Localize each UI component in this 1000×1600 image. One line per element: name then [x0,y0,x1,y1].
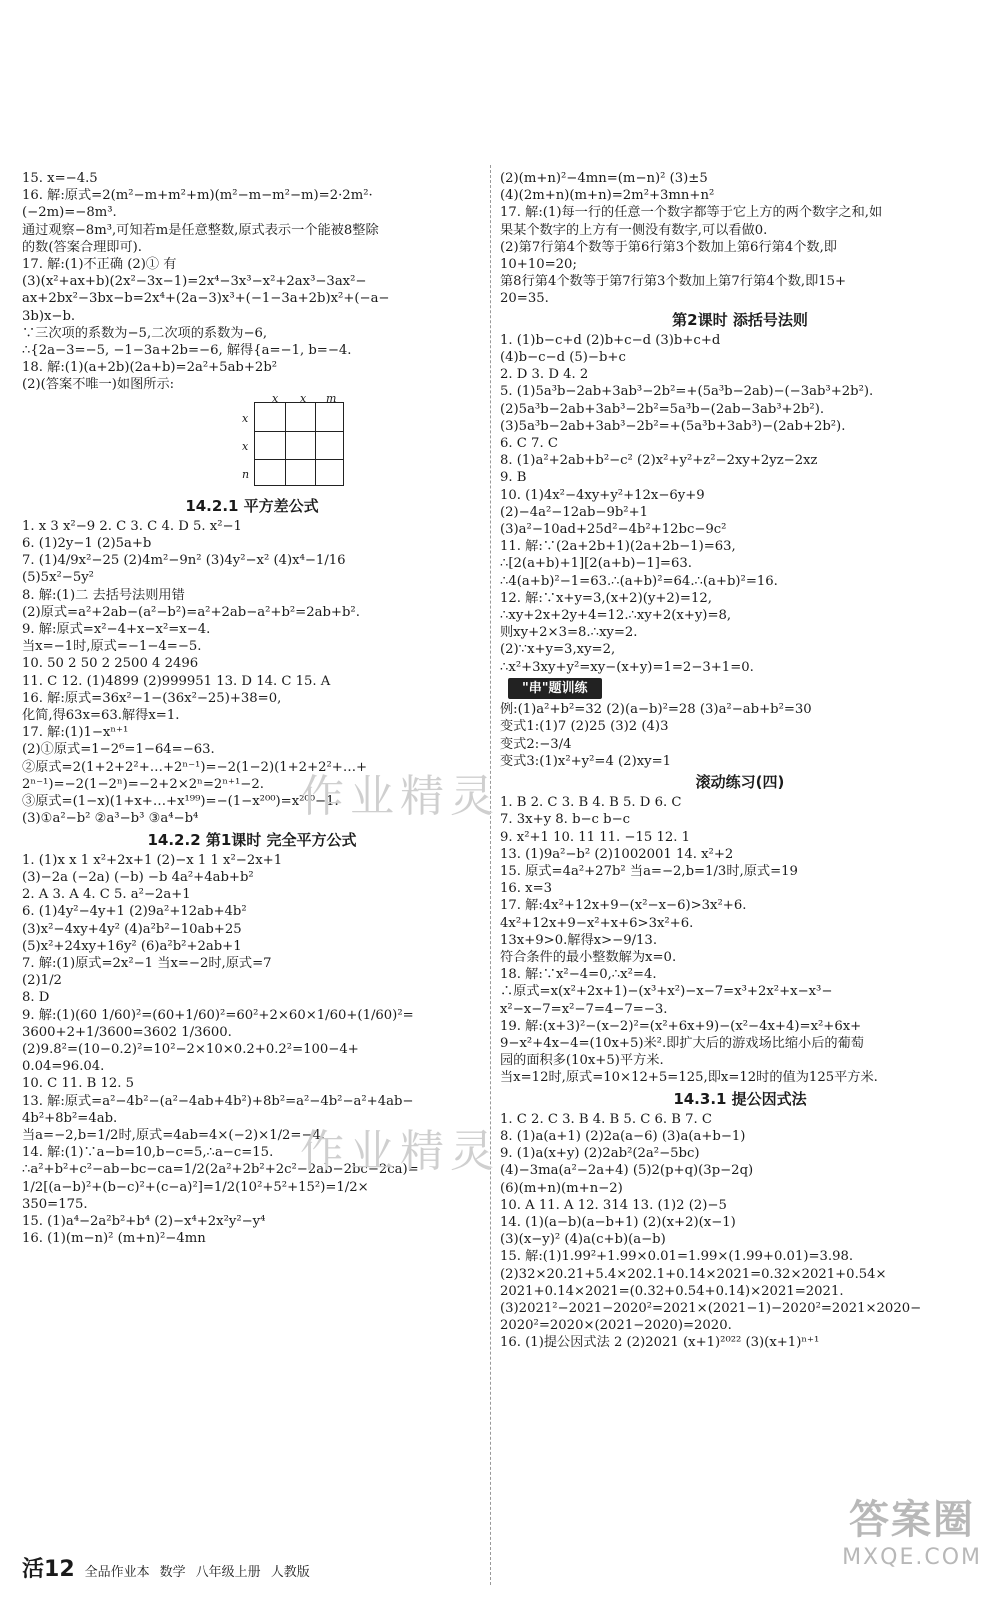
answer-line: (3)2021²−2021−2020²=2021×(2021−1)−2020²=2021×2020− [500,1301,922,1316]
answer-line: 15. x=−4.5 [22,171,98,186]
answer-line: (2)9.8²=(10−0.2)²=10²−2×10×0.2+0.2²=100−4+ [22,1041,359,1057]
section-heading: 第2课时 添括号法则 [672,310,808,329]
answer-line: 当a=−2,b=1/2时,原式=4ab=4×(−2)×1/2=−4. [22,1127,326,1143]
answer-line: (4)−3ma(a²−2a+4) (5)2(p+q)(3p−2q) [500,1163,754,1179]
answer-line: 9. (1)a(x+y) (2)2ab²(2a²−5bc) [500,1146,700,1162]
answer-line: ∴xy+2x+2y+4=12.∴xy+2(x+y)=8, [500,608,732,624]
answer-line: 当x=−1时,原式=−1−4=−5. [22,639,202,655]
answer-line: 15. 解:(1)1.99²+1.99×0.01=1.99×(1.99+0.01)=3.98. [500,1249,854,1265]
answer-line: 第8行第4个数等于第7行第3个数加上第7行第4个数,即15+ [500,274,847,290]
answer-line: 20=35. [500,291,549,307]
answer-line: 19. 解:(x+3)²−(x−2)²=(x²+6x+9)−(x²−4x+4)=x²+6x+ [500,1018,862,1034]
grid-label: m [326,391,337,405]
edition: 人教版 [270,1565,310,1580]
answer-line: 1. (1)b−c+d (2)b+c−d (3)b+c+d [500,332,721,348]
answer-line: 7. (1)4/9x²−25 (2)4m²−9n² (3)4y²−x² (4)x⁴−1/16 [22,553,346,569]
answer-line: 3b)x−b. [22,308,76,324]
answer-line: 2. D 3. D 4. 2 [500,367,589,383]
answer-line: (3)x²−4xy+4y² (4)a²b²−10ab+25 [22,921,242,937]
answer-line: 8. (1)a(a+1) (2)2a(a−6) (3)a(a+b−1) [500,1128,746,1144]
answer-line: (2)(答案不唯一)如图所示: [22,377,175,393]
section-heading: 14.2.2 第1课时 完全平方公式 [147,830,357,849]
answer-line: ∴4(a+b)²−1=63.∴(a+b)²=64.∴(a+b)²=16. [500,573,778,589]
answer-line: (4)b−c−d (5)−b+c [500,350,626,366]
answer-line: 9. x²+1 10. 11 11. −15 12. 1 [500,829,691,845]
answer-line: 9. 解:(1)(60 1/60)²=(60+1/60)²=60²+2×60×1/60+(1/60)²= [22,1007,414,1023]
answer-line: ∴原式=x(x²+2x+1)−(x³+x²)−x−7=x³+2x²+x−x³− [500,984,833,1000]
answer-line: 园的面积多(10x+5)平方米. [500,1053,664,1069]
answer-line: (3)①a²−b² ②a³−b³ ③a⁴−b⁴ [22,811,199,827]
section-heading: 14.2.1 平方差公式 [185,496,319,515]
answer-line: 例:(1)a²+b²=32 (2)(a−b)²=28 (3)a²−ab+b²=30 [500,702,812,718]
answer-line: 9. 解:原式=x²−4+x−x²=x−4. [22,622,211,638]
answer-line: 2. A 3. A 4. C 5. a²−2a+1 [22,887,191,903]
answer-line: 化简,得63x=63.解得x=1. [22,708,180,724]
answer-line: 17. 解:(1)不正确 (2)① 有 [22,257,177,273]
answer-line: (2)∵x+y=3,xy=2, [500,642,616,658]
answer-line: 变式3:(1)x²+y²=4 (2)xy=1 [500,753,672,769]
answer-line: ∴{2a−3=−5, −1−3a+2b=−6, 解得{a=−1, b=−4. [22,343,352,359]
answer-line: 则xy+2×3=8.∴xy=2. [500,625,638,641]
answer-line: (2)(m+n)²−4mn=(m−n)² (3)±5 [500,171,708,186]
page-number: 活12 [22,1557,75,1582]
answer-line: (2)−4a²−12ab−9b²+1 [500,504,649,520]
answer-line: 16. x=3 [500,881,553,897]
answer-line: (2)5a³b−2ab+3ab³−2b²=5a³b−(2ab−3ab³+2b²). [500,401,825,417]
answer-line: 1. C 2. C 3. B 4. B 5. C 6. B 7. C [500,1111,713,1127]
answer-line: 10. C 11. B 12. 5 [22,1076,135,1092]
answer-line: 16. 解:原式=2(m²−m+m²+m)(m²−m−m²−m)=2·2m²· [22,188,373,204]
answer-line: 17. 解:4x²+12x+9−(x²−x−6)>3x²+6. [500,898,747,914]
watermark: 作业精灵 [300,771,500,822]
answer-line: 16. 解:原式=36x²−1−(36x²−25)+38=0, [22,690,282,706]
answer-line: 1. B 2. C 3. B 4. B 5. D 6. C [500,795,682,811]
answer-line: ∴a²+b²+c²−ab−bc−ca=1/2(2a²+2b²+2c²−2ab−2bc−2ca)= [22,1162,419,1178]
answer-line: 11. C 12. (1)4899 (2)999951 13. D 14. C 15. A [22,673,331,689]
answer-line: ②原式=2(1+2+2²+…+2ⁿ⁻¹)=−2(1−2)(1+2+2²+…+ [22,759,368,775]
answer-line: 14. 解:(1)∵a−b=10,b−c=5,∴a−c=15. [22,1145,274,1161]
answer-line: 13. 解:原式=a²−4b²−(a²−4ab+4b²)+8b²=a²−4b²−a²+4ab− [22,1093,414,1109]
answer-line: (3)(x−y)² (4)a(c+b)(a−b) [500,1232,666,1248]
answer-line: 变式1:(1)7 (2)25 (3)2 (4)3 [500,719,669,735]
answer-line: (2)1/2 [22,973,62,989]
answer-line: 9−x²+4x−4=(10x+5)米².即扩大后的游戏场比缩小后的葡萄 [500,1035,864,1051]
answer-line: ③原式=(1−x)(1+x+…+x¹⁹⁹)=−(1−x²⁰⁰)=x²⁰⁰−1. [22,794,339,810]
answer-line: 10+10=20; [500,257,577,273]
column-divider [490,165,491,1585]
subject: 数学 [159,1565,186,1580]
answer-line: (5)x²+24xy+16y² (6)a²b²+2ab+1 [22,938,242,954]
answer-line: (−2m)=−8m³. [22,205,117,221]
right-column [500,170,980,1352]
answer-line: 6. (1)4y²−4y+1 (2)9a²+12ab+4b² [22,904,247,920]
answer-line: 0.04=96.04. [22,1059,105,1075]
answer-line: 1. x 3 x²−9 2. C 3. C 4. D 5. x²−1 [22,518,242,534]
grid-label: n [242,467,250,481]
logo-text: 答案圈 [849,1497,976,1543]
grade: 八年级上册 [195,1565,261,1580]
grid-label: x [272,391,279,405]
answer-line: 1/2[(a−b)²+(b−c)²+(c−a)²]=1/2(10²+5²+15²)=1/2× [22,1179,369,1195]
answer-line: 17. 解:(1)每一行的任意一个数字都等于它上方的两个数字之和,如 [500,205,883,221]
answer-line: 7. 3x+y 8. b−c b−c [500,812,631,828]
watermark: 作业精灵 [300,1126,500,1177]
answer-line: 16. (1)(m−n)² (m+n)²−4mn [22,1231,206,1247]
answer-line: 15. 原式=4a²+27b² 当a=−2,b=1/3时,原式=19 [500,863,798,879]
answer-line: 的数(答案合理即可). [22,239,142,255]
section-heading: 14.3.1 提公因式法 [673,1089,807,1108]
left-column [22,170,482,1247]
answer-line: (3)−2a (−2a) (−b) −b 4a²+4ab+b² [22,869,254,885]
answer-line: 4b²+8b²=4ab. [22,1110,118,1126]
answer-line: (4)(2m+n)(m+n)=2m²+3mn+n² [500,188,715,204]
practice-banner: "串"题训练 [508,678,602,699]
answer-line: 变式2:−3/4 [500,736,572,752]
answer-line: x²−x−7=x²−7=4−7=−3. [500,1001,668,1017]
answer-line: 17. 解:(1)1−xⁿ⁺¹ [22,725,129,741]
answer-line: 16. (1)提公因式法 2 (2)2021 (x+1)²⁰²² (3)(x+1)ⁿ⁺¹ [500,1335,820,1351]
answer-line: 8. 解:(1)二 去括号法则用错 [22,587,185,603]
answer-line: 6. C 7. C [500,436,558,452]
grid-box [254,402,344,486]
answer-line: 通过观察−8m³,可知若m是任意整数,原式表示一个能被8整除 [22,222,379,238]
figure-grid [22,391,482,494]
answer-line: 7. 解:(1)原式=2x²−1 当x=−2时,原式=7 [22,955,272,971]
grid-label: x [242,439,249,453]
answer-line: 3600+2+1/3600=3602 1/3600. [22,1024,232,1040]
answer-line: ∴[2(a+b)+1][2(a+b)−1]=63. [500,556,692,572]
answer-line: (6)(m+n)(m+n−2) [500,1180,623,1196]
corner-logo [842,1488,982,1570]
answer-line: 8. D [22,990,50,1006]
logo-url: MXQE.COM [842,1545,982,1570]
grid-label: x [300,391,307,405]
answer-line: 8. (1)a²+2ab+b²−c² (2)x²+y²+z²−2xy+2yz−2xz [500,453,818,469]
book-title: 全品作业本 [84,1565,150,1580]
answer-line: 5. (1)5a³b−2ab+3ab³−2b²=+(5a³b−2ab)−(−3ab³+2b²). [500,384,874,400]
answer-line: (5)5x²−5y² [22,570,94,586]
answer-line: 4x²+12x+9−x²+x+6>3x²+6. [500,915,694,931]
answer-line: 15. (1)a⁴−2a²b²+b⁴ (2)−x⁴+2x²y²−y⁴ [22,1213,266,1229]
answer-line: (3)(x²+ax+b)(2x²−3x−1)=2x⁴−3x³−x²+2ax³−3ax²− [22,274,367,290]
answer-line: 2021+0.14×2021=(0.32+0.54+0.14)×2021=2021. [500,1283,844,1299]
section-heading: 滚动练习(四) [695,772,785,791]
answer-line: 10. (1)4x²−4xy+y²+12x−6y+9 [500,487,705,503]
answer-line: 18. 解:∵x²−4=0,∴x²=4. [500,967,657,983]
answer-line: 10. A 11. A 12. 314 13. (1)2 (2)−5 [500,1197,727,1213]
answer-line: 果某个数字的上方有一侧没有数字,可以看做0. [500,222,768,238]
answer-line: 2ⁿ⁻¹)=−2(1−2ⁿ)=−2+2×2ⁿ=2ⁿ⁺¹−2. [22,776,264,792]
answer-line: 2020²=2020×(2021−2020)=2020. [500,1318,732,1334]
answer-line: 14. (1)(a−b)(a−b+1) (2)(x+2)(x−1) [500,1214,736,1230]
answer-line: (3)a²−10ad+25d²−4b²+12bc−9c² [500,522,727,538]
answer-line: 10. 50 2 50 2 2500 4 2496 [22,656,199,672]
answer-line: 350=175. [22,1196,88,1212]
answer-line: (2)①原式=1−2⁶=1−64=−63. [22,742,215,758]
answer-line: 18. 解:(1)(a+2b)(2a+b)=2a²+5ab+2b² [22,360,278,376]
answer-line: 13. (1)9a²−b² (2)1002001 14. x²+2 [500,846,734,862]
answer-line: (2)原式=a²+2ab−(a²−b²)=a²+2ab−a²+b²=2ab+b². [22,604,360,620]
page-footer [22,1552,310,1583]
answer-line: (3)5a³b−2ab+3ab³−2b²=+(5a³b+3ab³)−(2ab+2b²). [500,418,846,434]
answer-line: 1. (1)x x 1 x²+2x+1 (2)−x 1 1 x²−2x+1 [22,852,283,868]
answer-line: 符合条件的最小整数解为x=0. [500,949,677,965]
grid-label: x [242,411,249,425]
answer-line: ax+2bx²−3bx−b=2x⁴+(2a−3)x³+(−1−3a+2b)x²+(−a− [22,291,390,307]
answer-line: (2)第7行第4个数等于第6行第3个数加上第6行第4个数,即 [500,239,837,255]
answer-line: (2)32×20.21+5.4×202.1+0.14×2021=0.32×2021+0.54× [500,1266,887,1282]
answer-line: 12. 解:∵x+y=3,(x+2)(y+2)=12, [500,590,712,606]
answer-line: ∵三次项的系数为−5,二次项的系数为−6, [22,325,268,341]
answer-line: ∴x²+3xy+y²=xy−(x+y)=1=2−3+1=0. [500,659,754,675]
answer-line: 9. B [500,470,527,486]
answer-line: 6. (1)2y−1 (2)5a+b [22,536,152,552]
answer-line: 13x+9>0.解得x>−9/13. [500,932,658,948]
answer-line: 当x=12时,原式=10×12+5=125,即x=12时的值为125平方米. [500,1070,878,1086]
answer-line: 11. 解:∵(2a+2b+1)(2a+2b−1)=63, [500,539,736,555]
